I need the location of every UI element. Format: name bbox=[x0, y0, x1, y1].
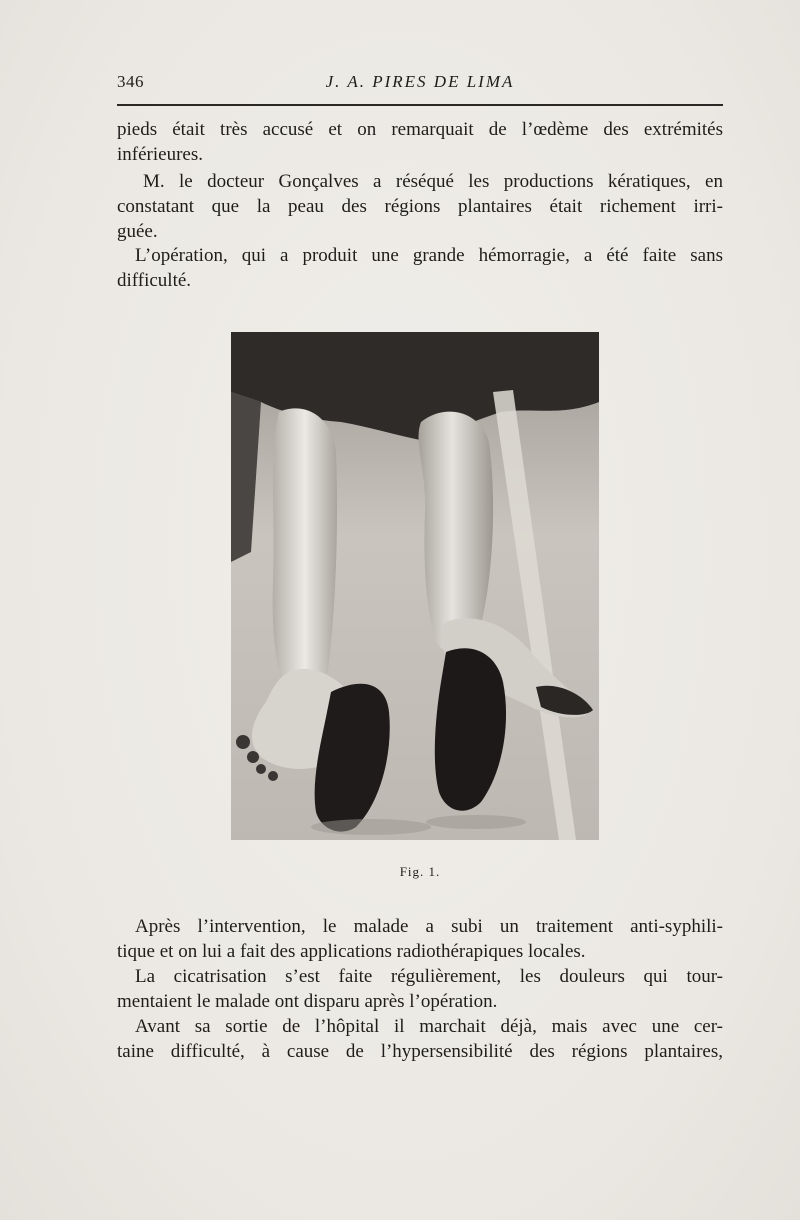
text-line: Après l’intervention, le malade a subi un traitement anti-syphili- bbox=[135, 916, 723, 937]
text-line: tique et on lui a fait des applications radiothérapiques locales. bbox=[117, 941, 586, 962]
text-line: L’opération, qui a produit une grande hémorragie, a été faite sans bbox=[135, 245, 723, 266]
figure-caption: Fig. 1. bbox=[399, 864, 441, 879]
text-line: pieds était très accusé et on remarquait de l’œdème des extrémités bbox=[117, 119, 723, 140]
page-header bbox=[117, 72, 723, 98]
figure-photograph bbox=[231, 332, 599, 840]
text-line: inférieures. bbox=[117, 144, 203, 165]
paragraph-4 bbox=[117, 914, 723, 964]
text-line: M. le docteur Gonçalves a réséqué les productions kératiques, en bbox=[143, 171, 723, 192]
text-line: constatant que la peau des régions plantaires était richement irri- bbox=[117, 196, 723, 217]
paragraph-5 bbox=[117, 964, 723, 1014]
paragraph-3 bbox=[117, 243, 723, 293]
header-rule bbox=[117, 104, 723, 106]
running-head: J. A. PIRES DE LIMA bbox=[325, 72, 515, 91]
paragraph-1 bbox=[117, 117, 723, 167]
paragraph-6 bbox=[117, 1014, 723, 1064]
text-line: taine difficulté, à cause de l’hypersensibilité des régions plantaires, bbox=[117, 1041, 723, 1062]
text-line: mentaient le malade ont disparu après l’opération. bbox=[117, 991, 498, 1012]
feet-photo bbox=[231, 332, 599, 840]
paragraph-2 bbox=[117, 169, 723, 244]
text-line: guée. bbox=[117, 221, 158, 242]
text-line: La cicatrisation s’est faite régulièrement, les douleurs qui tour- bbox=[135, 966, 723, 987]
page-number: 346 bbox=[117, 72, 144, 91]
text-line: Avant sa sortie de l’hôpital il marchait déjà, mais avec une cer- bbox=[135, 1016, 723, 1037]
text-line: difficulté. bbox=[117, 270, 192, 291]
